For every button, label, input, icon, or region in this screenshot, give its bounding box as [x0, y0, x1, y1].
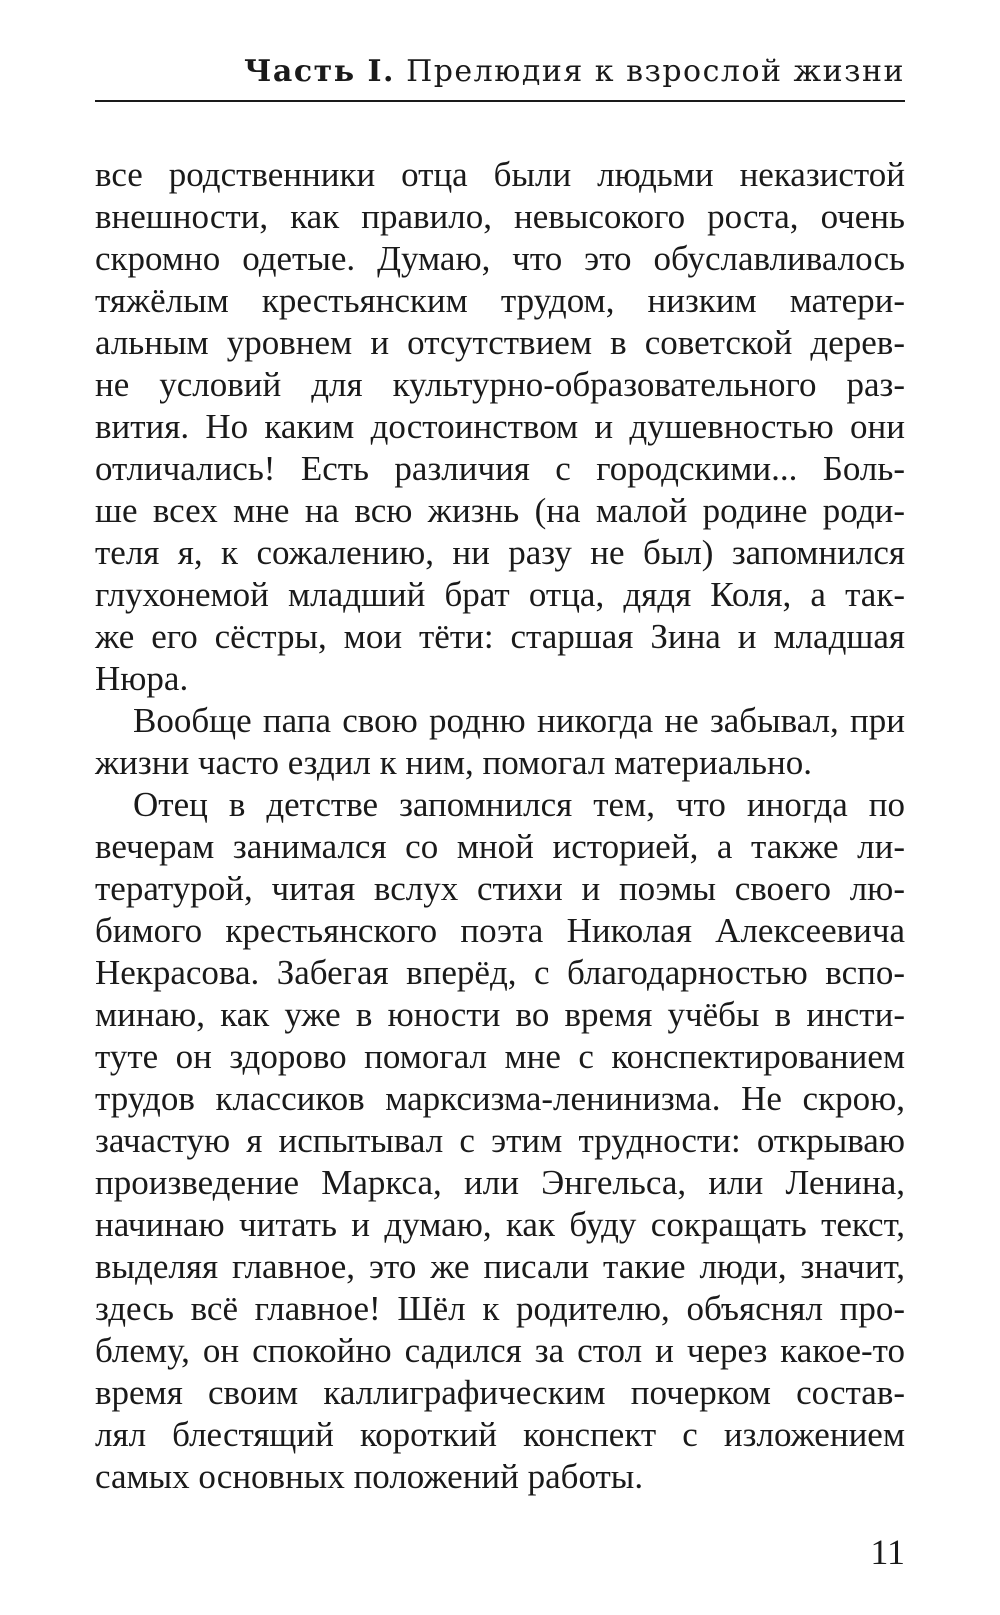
- text-line: отличались! Есть различия с городскими... Боль-: [95, 449, 905, 488]
- text-line: скромно одетые. Думаю, что это обуславливалось: [95, 239, 905, 278]
- text-line: не условий для культурно-образовательного раз-: [95, 365, 905, 404]
- paragraph: [95, 784, 905, 1498]
- text-line: жизни часто ездил к ним, помогал материально.: [95, 743, 812, 782]
- text-line: же его сёстры, мои тёти: старшая Зина и младшая: [95, 617, 905, 656]
- running-head-title: Прелюдия к взрослой жизни: [406, 54, 905, 89]
- text-line: Отец в детстве запомнился тем, что иногда по: [133, 785, 905, 824]
- text-line: время своим каллиграфическим почерком состав-: [95, 1373, 905, 1412]
- text-line: бимого крестьянского поэта Николая Алексеевича: [95, 911, 905, 950]
- running-head-part: Часть I.: [244, 54, 396, 89]
- running-head: [95, 52, 905, 92]
- text-line: вечерам занимался со мной историей, а также ли-: [95, 827, 905, 866]
- text-line: зачастую я испытывал с этим трудности: открываю: [95, 1121, 905, 1160]
- paragraph: [95, 700, 905, 784]
- text-line: внешности, как правило, невысокого роста, очень: [95, 197, 905, 236]
- text-line: трудов классиков марксизма-ленинизма. Не скрою,: [95, 1079, 905, 1118]
- text-line: альным уровнем и отсутствием в советской дерев-: [95, 323, 905, 362]
- text-line: Вообще папа свою родню никогда не забывал, при: [133, 701, 905, 740]
- text-line: блему, он спокойно садился за стол и через какое-то: [95, 1331, 905, 1370]
- text-line: теля я, к сожалению, ни разу не был) запомнился: [95, 533, 905, 572]
- text-line: ше всех мне на всю жизнь (на малой родине роди-: [95, 491, 905, 530]
- text-line: все родственники отца были людьми неказистой: [95, 155, 905, 194]
- text-line: тературой, читая вслух стихи и поэмы своего лю-: [95, 869, 905, 908]
- text-line: лял блестящий короткий конспект с изложением: [95, 1415, 905, 1454]
- text-line: Нюра.: [95, 659, 189, 698]
- text-line: минаю, как уже в юности во время учёбы в инсти-: [95, 995, 905, 1034]
- text-line: начинаю читать и думаю, как буду сокращать текст,: [95, 1205, 905, 1244]
- text-line: произведение Маркса, или Энгельса, или Ленина,: [95, 1163, 905, 1202]
- body-text: [95, 154, 905, 1498]
- text-line: глухонемой младший брат отца, дядя Коля, а так-: [95, 575, 905, 614]
- text-line: самых основных положений работы.: [95, 1457, 644, 1496]
- text-line: здесь всё главное! Шёл к родителю, объяснял про-: [95, 1289, 905, 1328]
- text-line: вития. Но каким достоинством и душевностью они: [95, 407, 905, 446]
- paragraph: [95, 154, 905, 700]
- header-rule: [95, 100, 905, 102]
- text-line: выделяя главное, это же писали такие люди, значит,: [95, 1247, 905, 1286]
- page-number: 11: [870, 1532, 905, 1572]
- text-line: Некрасова. Забегая вперёд, с благодарностью вспо-: [95, 953, 905, 992]
- text-line: тяжёлым крестьянским трудом, низким матери-: [95, 281, 905, 320]
- text-line: туте он здорово помогал мне с конспектированием: [95, 1037, 905, 1076]
